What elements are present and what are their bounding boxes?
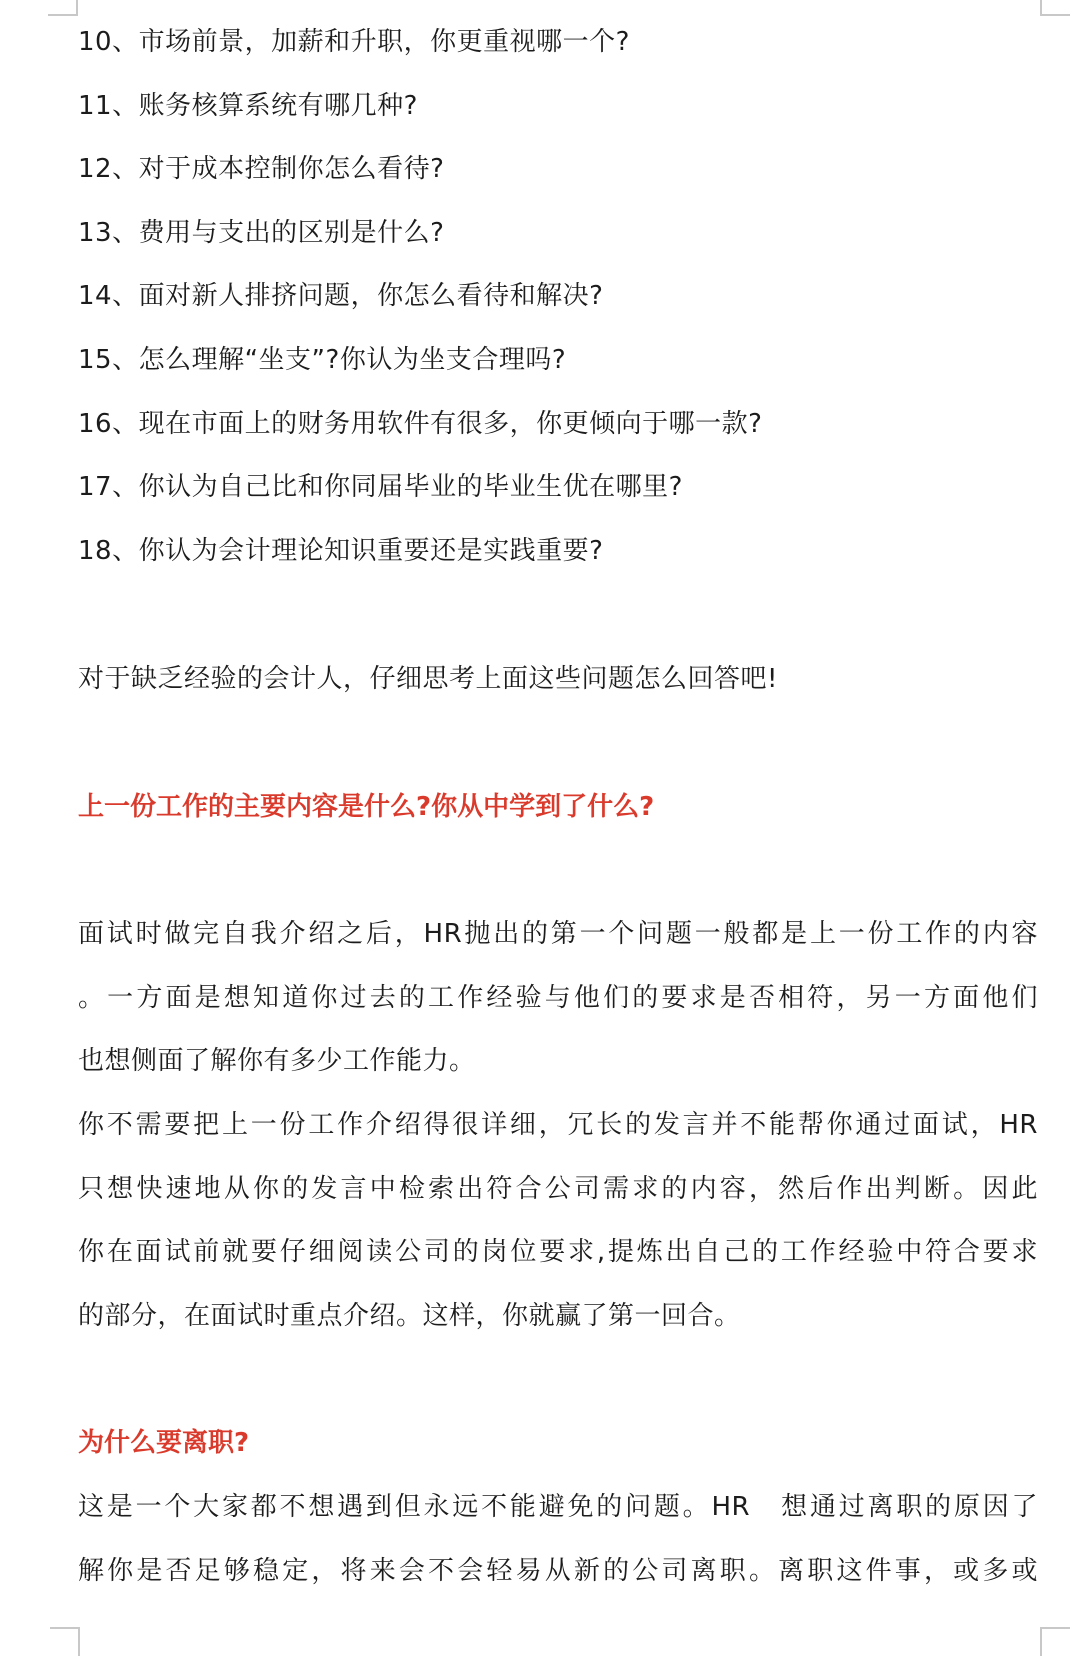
question-item: 17、你认为自己比和你同届毕业的毕业生优在哪里?	[78, 472, 683, 502]
closing-note: 对于缺乏经验的会计人，仔细思考上面这些问题怎么回答吧!	[78, 664, 778, 694]
paragraph-line: 的部分，在面试时重点介绍。这样，你就赢了第一回合。	[78, 1301, 741, 1331]
question-item: 18、你认为会计理论知识重要还是实践重要?	[78, 536, 604, 566]
question-item: 15、怎么理解“坐支”?你认为坐支合理吗?	[78, 345, 567, 375]
paragraph-line: 。一方面是想知道你过去的工作经验与他们的要求是否相符，另一方面他们	[78, 983, 1038, 1013]
page-corner-mark-bottom-right	[1040, 1627, 1070, 1656]
paragraph-line: 解你是否足够稳定，将来会不会轻易从新的公司离职。离职这件事，或多或	[78, 1556, 1038, 1586]
question-item: 13、费用与支出的区别是什么?	[78, 218, 445, 248]
section-heading-why-leave: 为什么要离职?	[78, 1428, 250, 1458]
section-heading-previous-job: 上一份工作的主要内容是什么?你从中学到了什么?	[78, 792, 655, 822]
paragraph-line: 这是一个大家都不想遇到但永远不能避免的问题。HR 想通过离职的原因了	[78, 1492, 1038, 1522]
question-item: 14、面对新人排挤问题，你怎么看待和解决?	[78, 281, 604, 311]
paragraph-line: 也想侧面了解你有多少工作能力。	[78, 1046, 476, 1076]
paragraph-line: 你在面试前就要仔细阅读公司的岗位要求,提炼出自己的工作经验中符合要求	[78, 1237, 1039, 1267]
paragraph-line: 你不需要把上一份工作介绍得很详细，冗长的发言并不能帮你通过面试，HR	[78, 1110, 1038, 1140]
page-corner-mark-top-right	[1040, 0, 1070, 16]
paragraph-line: 只想快速地从你的发言中检索出符合公司需求的内容，然后作出判断。因此	[78, 1174, 1038, 1204]
paragraph-line: 面试时做完自我介绍之后，HR抛出的第一个问题一般都是上一份工作的内容	[78, 919, 1038, 949]
question-item: 11、账务核算系统有哪几种?	[78, 91, 418, 121]
page-corner-mark-bottom-left	[50, 1627, 80, 1656]
question-item: 10、市场前景，加薪和升职，你更重视哪一个?	[78, 27, 630, 57]
question-item: 16、现在市面上的财务用软件有很多，你更倾向于哪一款?	[78, 409, 763, 439]
page-corner-mark-top-left	[48, 0, 78, 16]
question-item: 12、对于成本控制你怎么看待?	[78, 154, 445, 184]
